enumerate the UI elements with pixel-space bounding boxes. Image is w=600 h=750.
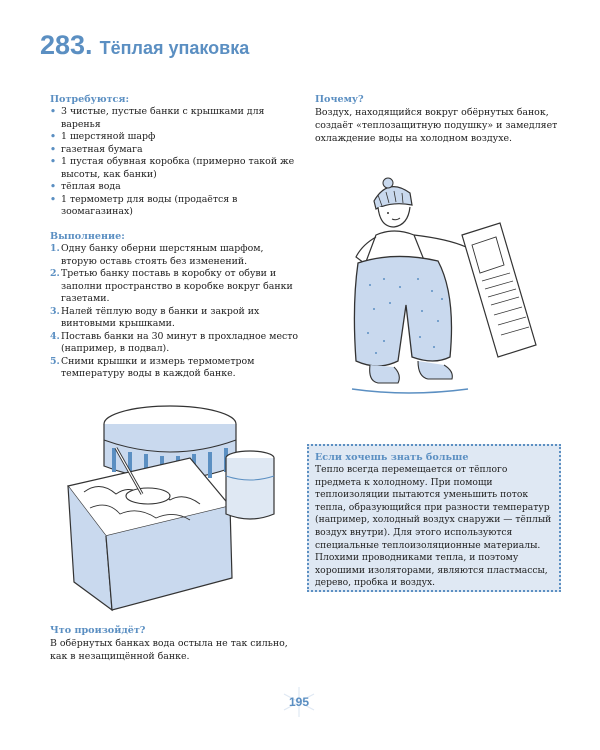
bullet-icon: •: [50, 193, 56, 205]
boy-illustration: [348, 175, 543, 410]
bullet-icon: •: [50, 143, 56, 155]
why-text: Воздух, находящийся вокруг обёрнутых банок, создаёт «теплозащитную подушку» и замедляет охлаждение воды на холодном воздухе.: [315, 107, 558, 144]
bullet-icon: •: [50, 181, 56, 192]
step-item: 5. Сними крышки и измерь термометром температуру воды в каждой банке.: [50, 355, 255, 379]
bullet-icon: •: [50, 156, 56, 167]
page-title: [40, 30, 580, 61]
experiment-number: 283.: [40, 30, 93, 60]
bullet-icon: •: [50, 106, 56, 117]
page-number: 195: [288, 695, 310, 709]
experiment-title: Тёплая упаковка: [99, 38, 250, 58]
step-item: 4. Поставь банки на 30 минут в прохладное место (например, в подвал).: [50, 330, 299, 354]
procedure-section: [50, 231, 300, 381]
result-text: В обёрнутых банках вода остыла не так сильно, как в незащищённой банке.: [50, 638, 288, 662]
list-item: • 3 чистые, пустые банки с крышками для варенья: [50, 106, 265, 130]
step-item: 3. Налей тёплую воду в банки и закрой их винтовыми крышками.: [50, 305, 260, 329]
more-info-box: [307, 444, 561, 592]
materials-section: [50, 94, 300, 219]
materials-heading: Потребуются:: [50, 94, 130, 105]
list-item: • тёплая вода: [50, 181, 121, 192]
list-item: • газетная бумага: [50, 143, 143, 155]
list-item: • 1 пустая обувная коробка (примерно такой же высоты, как банки): [50, 156, 295, 180]
step-item: 2. Третью банку поставь в коробку от обуви и заполни пространство в коробке вокруг банки газетами.: [50, 268, 293, 304]
more-heading: Если хочешь знать больше: [315, 452, 469, 463]
bullet-icon: •: [50, 131, 56, 142]
why-heading: Почему?: [315, 94, 364, 105]
materials-list: [50, 106, 300, 219]
jars-illustration: [60, 396, 285, 616]
procedure-steps: [50, 243, 300, 381]
result-section: [50, 625, 300, 663]
more-text: Тепло всегда перемещается от тёплого предмета к холодному. При помощи теплоизоляции пытаются уменьшить поток тепла, образующийся при разности температур (например, холодный воздух снаружи — тёплый воздух внутри). Для этого используются специальные теплоизоляционные материалы. Плохими проводниками тепла, и поэтому хорошими изоляторами, являются пластмассы, дерево, пробка и воздух.: [315, 464, 552, 589]
result-heading: Что произойдёт?: [50, 625, 146, 636]
step-item: 1. Одну банку оберни шерстяным шарфом, вторую оставь стоять без изменений.: [50, 243, 264, 267]
procedure-heading: Выполнение:: [50, 231, 125, 242]
list-item: • 1 термометр для воды (продаётся в зоомагазинах): [50, 193, 238, 217]
list-item: • 1 шерстяной шарф: [50, 131, 156, 142]
page-number-badge: [276, 687, 322, 717]
why-section: [315, 94, 583, 145]
